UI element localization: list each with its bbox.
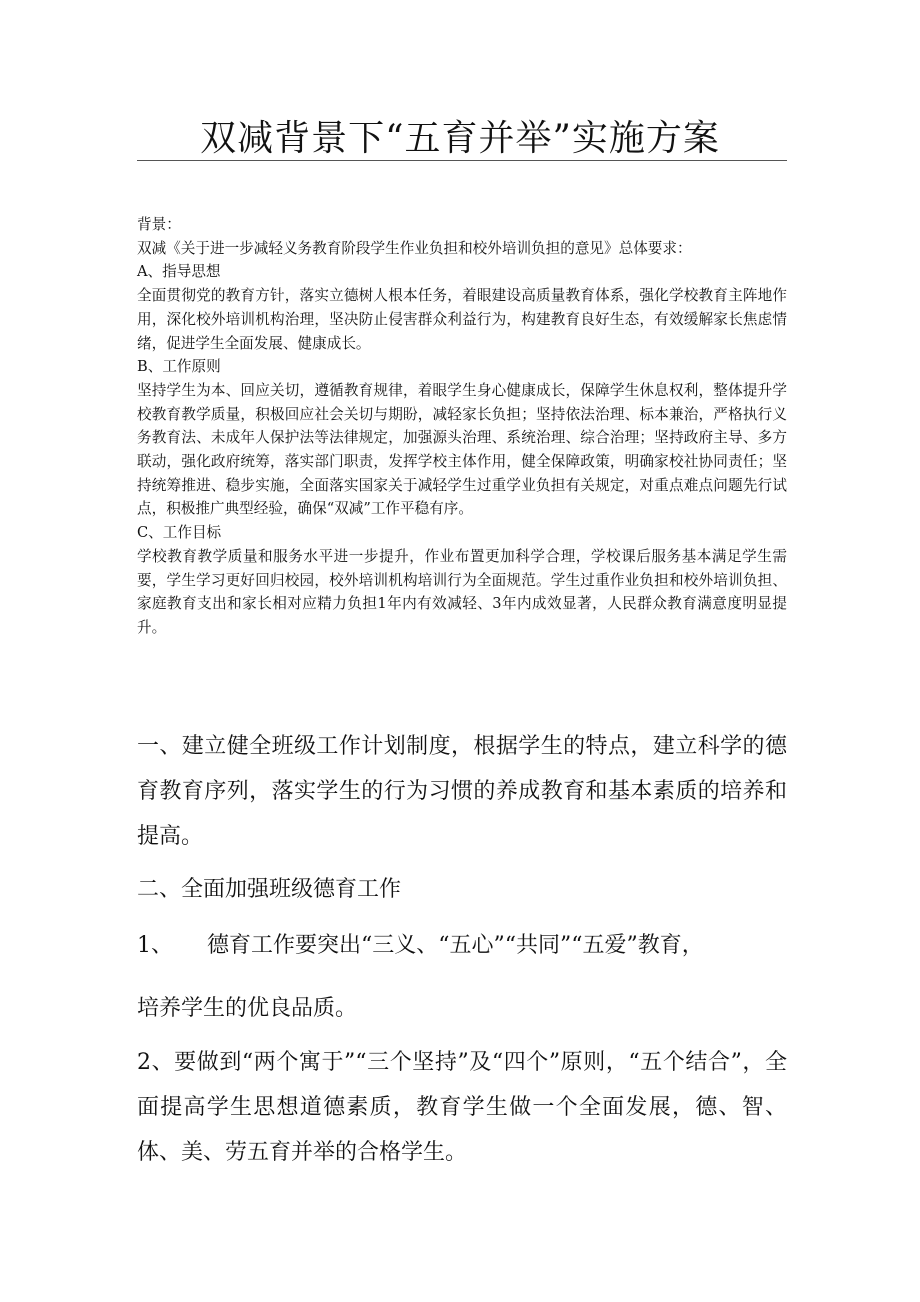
item-one-line — [137, 926, 787, 966]
item-one-continuation-text: 培养学生的优良品质。 — [137, 996, 358, 1021]
item-one-number: 1、 — [137, 933, 173, 958]
basis-line: 双减《关于进一步减轻义务教育阶段学生作业负担和校外培训负担的意见》总体要求： — [137, 239, 692, 257]
part-one-paragraph — [137, 724, 787, 859]
item-one-continuation — [137, 989, 787, 1029]
title-underline — [137, 160, 787, 161]
part-one-text: 一、建立健全班级工作计划制度，根据学生的特点，建立科学的德育教育序列，落实学生的行为习惯的养成教育和基本素质的培养和提高。 — [137, 734, 787, 849]
section-c-text: 学校教育教学质量和服务水平进一步提升，作业布置更加科学合理，学校课后服务基本满足学生需要，学生学习更好回归校园，校外培训机构培训行为全面规范。学生过重作业负担和校外培训负担、家庭教育支出和家长相对应精力负担1年内有效减轻、3年内成效显著，人民群众教育满意度明显提升。 — [137, 547, 787, 636]
item-one-text: 德育工作要突出“三义、“五心”“共同”“五爱”教育， — [207, 933, 704, 958]
intro-block — [137, 213, 787, 640]
part-two-heading — [137, 870, 787, 910]
item-one — [137, 926, 787, 966]
section-b-text: 坚持学生为本、回应关切，遵循教育规律，着眼学生身心健康成长，保障学生休息权利，整体提升学校教育教学质量，积极回应社会关切与期盼，减轻家长负担；坚持依法治理、标本兼治，严格执行义务教育法、未成年人保护法等法律规定，加强源头治理、系统治理、综合治理；坚持政府主导、多方联动，强化政府统筹，落实部门职责，发挥学校主体作用，健全保障政策，明确家校社协同责任；坚持统筹推进、稳步实施，全面落实国家关于减轻学生过重学业负担有关规定，对重点难点问题先行试点，积极推广典型经验，确保“双减”工作平稳有序。 — [137, 381, 787, 518]
section-a-heading: A、指导思想 — [137, 263, 221, 281]
section-c-heading: C、工作目标 — [137, 524, 222, 542]
background-label: 背景： — [137, 216, 181, 233]
document-title: 双减背景下“五育并举”实施方案 — [200, 118, 720, 159]
part-two-heading-text: 二、全面加强班级德育工作 — [137, 877, 402, 902]
item-two — [137, 1040, 787, 1175]
item-two-text: 2、要做到“两个寓于”“三个坚持”及“四个”原则，“五个结合”，全面提高学生思想道德素质，教育学生做一个全面发展，德、智、体、美、劳五育并举的合格学生。 — [137, 1050, 787, 1165]
section-a-text: 全面贯彻党的教育方针，落实立德树人根本任务，着眼建设高质量教育体系，强化学校教育主阵地作用，深化校外培训机构治理，坚决防止侵害群众利益行为，构建教育良好生态，有效缓解家长焦虑情绪，促进学生全面发展、健康成长。 — [137, 287, 787, 352]
section-b-heading: B、工作原则 — [137, 358, 221, 376]
